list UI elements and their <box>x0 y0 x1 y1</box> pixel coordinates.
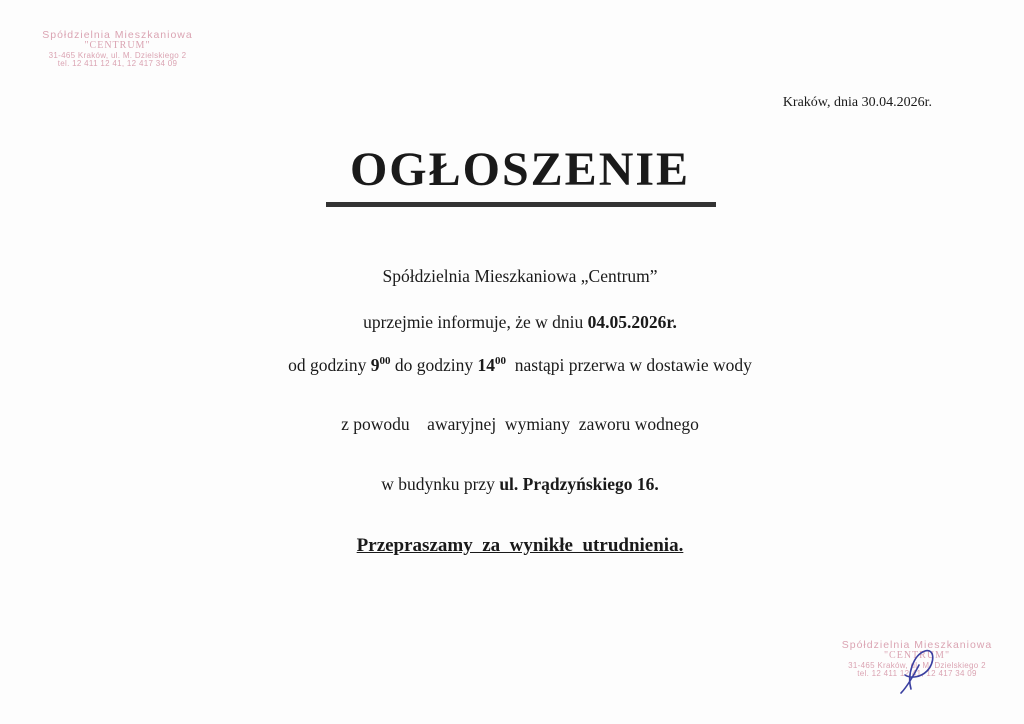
stamp-brand: "CENTRUM" <box>84 40 151 52</box>
title-underline <box>326 202 716 207</box>
body-line-informs <box>0 312 1024 333</box>
stamp-phone: tel. 12 411 12 41, 12 417 34 09 <box>57 58 178 68</box>
stamp-phone: tel. 12 411 12 41, 12 417 34 09 <box>857 668 977 678</box>
outage-text: nastąpi przerwa w dostawie wody <box>506 355 752 375</box>
body-line-cooperative: Spółdzielnia Mieszkaniowa „Centrum” <box>382 266 658 286</box>
informs-text: uprzejmie informuje, że w dniu <box>363 312 588 332</box>
cooperative-stamp-top <box>30 30 205 68</box>
signature-icon <box>897 645 939 695</box>
hours-to-text: do godziny <box>390 355 478 375</box>
body-line-hours <box>0 355 1024 376</box>
end-hour: 14 <box>477 355 495 375</box>
start-hour: 9 <box>370 355 380 375</box>
stamp-name: Spółdzielnia Mieszkaniowa <box>841 639 993 651</box>
body-line-location <box>0 474 1024 495</box>
place-date: Kraków, dnia 30.04.2026r. <box>782 95 932 110</box>
building-address: ul. Prądzyńskiego 16. <box>499 474 659 494</box>
outage-date: 04.05.2026r. <box>587 312 677 332</box>
apology-line: Przepraszamy za wynikłe utrudnienia. <box>356 535 684 556</box>
stamp-name: Spółdzielnia Mieszkaniowa <box>42 29 193 41</box>
hours-from-text: od godziny <box>288 355 371 375</box>
body-line-reason: z powodu awaryjnej wymiany zaworu wodnego <box>341 414 699 434</box>
end-minutes: 00 <box>495 355 506 367</box>
location-text: w budynku przy <box>381 474 500 494</box>
stamp-address: 31-465 Kraków, ul. M. Dzielskiego 2 <box>848 660 986 670</box>
announcement-title: OGŁOSZENIE <box>349 143 691 196</box>
stamp-address: 31-465 Kraków, ul. M. Dzielskiego 2 <box>48 50 187 60</box>
stamp-brand: "CENTRUM" <box>883 650 951 662</box>
start-minutes: 00 <box>379 355 391 367</box>
